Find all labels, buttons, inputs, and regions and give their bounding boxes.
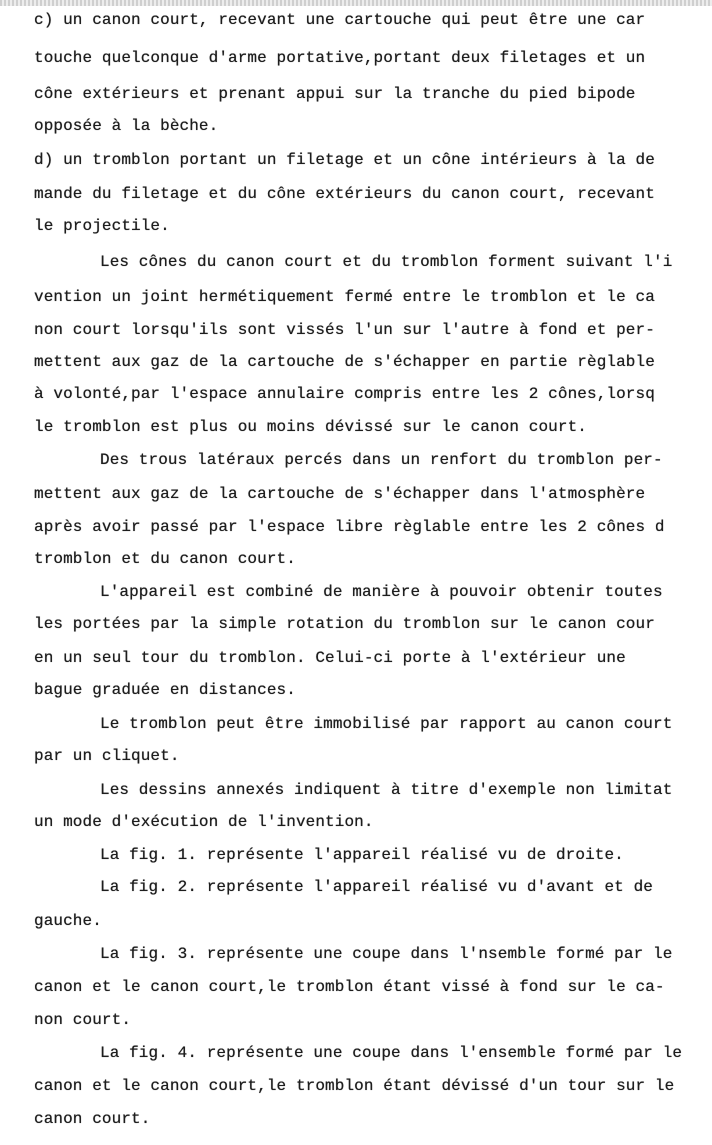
text-line: d) un tromblon portant un filetage et un cône intérieurs à la de [34,151,655,169]
text-line: mande du filetage et du cône extérieurs du canon court, recevant [34,185,655,203]
text-line: touche quelconque d'arme portative,portant deux filetages et un [34,49,646,67]
text-line: cône extérieurs et prenant appui sur la tranche du pied bipode [34,85,636,103]
text-line: canon et le canon court,le tromblon étant dévissé d'un tour sur le [34,1077,675,1095]
text-line: La fig. 3. représente une coupe dans l'nsemble formé par le [100,945,673,963]
text-line: Les dessins annexés indiquent à titre d'exemple non limitat [100,781,673,799]
text-line: par un cliquet. [34,747,180,765]
text-line: mettent aux gaz de la cartouche de s'échapper en partie règlable [34,353,655,371]
text-line: opposée à la bèche. [34,117,219,135]
text-line: vention un joint hermétiquement fermé entre le tromblon et le ca [34,288,655,306]
text-line: La fig. 4. représente une coupe dans l'ensemble formé par le [100,1044,683,1062]
text-line: Des trous latéraux percés dans un renfort du tromblon per- [100,451,663,469]
text-line: canon et le canon court,le tromblon étant vissé à fond sur le ca- [34,978,665,996]
text-line: non court. [34,1011,132,1029]
text-line: La fig. 1. représente l'appareil réalisé vu de droite. [100,846,624,864]
text-line: Les cônes du canon court et du tromblon forment suivant l'i [100,253,673,271]
text-line: mettent aux gaz de la cartouche de s'échapper dans l'atmosphère [34,485,646,503]
text-line: L'appareil est combiné de manière à pouvoir obtenir toutes [100,583,663,601]
text-line: La fig. 2. représente l'appareil réalisé vu d'avant et de [100,878,653,896]
text-line: les portées par la simple rotation du tromblon sur le canon cour [34,615,655,633]
text-line: le tromblon est plus ou moins dévissé sur le canon court. [34,418,587,436]
text-line: le projectile. [34,217,170,235]
text-line: après avoir passé par l'espace libre règlable entre les 2 cônes d [34,518,665,536]
text-line: Le tromblon peut être immobilisé par rapport au canon court [100,715,673,733]
text-line: en un seul tour du tromblon. Celui-ci porte à l'extérieur une [34,649,626,667]
text-line: canon court. [34,1110,151,1128]
text-line: non court lorsqu'ils sont vissés l'un sur l'autre à fond et per- [34,321,655,339]
text-line: bague graduée en distances. [34,681,296,699]
text-line: gauche. [34,912,102,930]
text-line: à volonté,par l'espace annulaire compris entre les 2 cônes,lorsq [34,385,655,403]
text-line: un mode d'exécution de l'invention. [34,813,374,831]
text-line: tromblon et du canon court. [34,550,296,568]
text-line: c) un canon court, recevant une cartouche qui peut être une car [34,11,646,29]
